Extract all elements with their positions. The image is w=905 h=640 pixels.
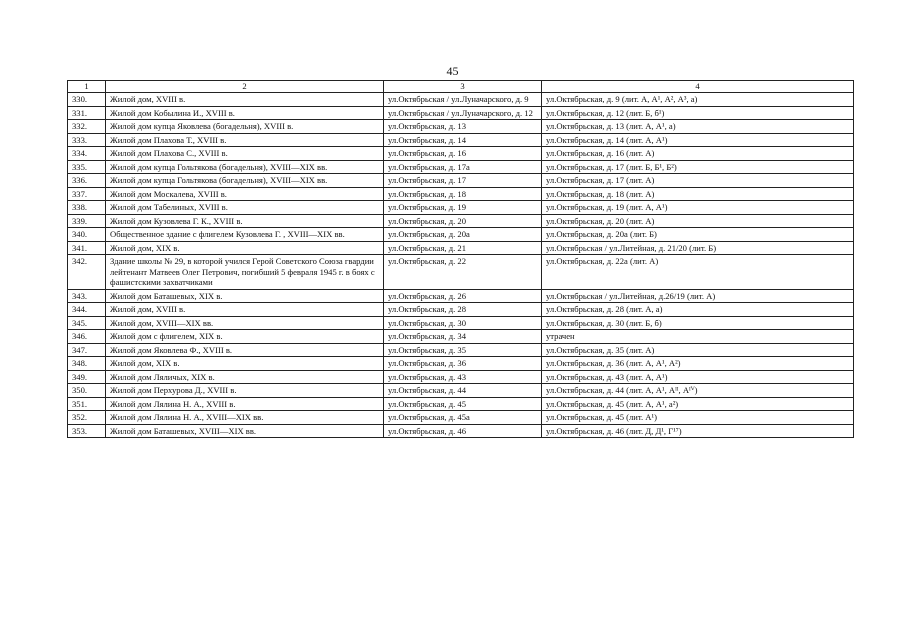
object-location: ул.Октябрьская, д. 12 (лит. Б, б¹): [542, 106, 854, 120]
table-row: [68, 147, 854, 161]
row-number: 352.: [68, 411, 106, 425]
object-address: ул.Октябрьская, д. 17: [384, 174, 542, 188]
table-row: [68, 330, 854, 344]
object-address: ул.Октябрьская, д. 20а: [384, 228, 542, 242]
object-address: ул.Октябрьская, д. 13: [384, 120, 542, 134]
object-location: ул.Октябрьская, д. 18 (лит. А): [542, 187, 854, 201]
table-row: [68, 228, 854, 242]
table-row: [68, 241, 854, 255]
object-location: ул.Октябрьская, д. 45 (лит. А¹): [542, 411, 854, 425]
row-number: 339.: [68, 214, 106, 228]
object-name: Жилой дом, XIX в.: [106, 241, 384, 255]
table-row: [68, 343, 854, 357]
table-row: [68, 174, 854, 188]
object-name: Жилой дом Баташевых, XIX в.: [106, 289, 384, 303]
object-name: Жилой дом Ляличых, XIX в.: [106, 370, 384, 384]
page-number: 45: [446, 64, 459, 78]
column-header-2: 2: [106, 81, 384, 93]
object-location: ул.Октябрьская, д. 35 (лит. А): [542, 343, 854, 357]
row-number: 331.: [68, 106, 106, 120]
object-location: ул.Октябрьская, д. 20 (лит. А): [542, 214, 854, 228]
row-number: 349.: [68, 370, 106, 384]
row-number: 335.: [68, 160, 106, 174]
table-row: [68, 214, 854, 228]
object-location: ул.Октябрьская, д. 13 (лит. А, А¹, а): [542, 120, 854, 134]
object-location: утрачен: [542, 330, 854, 344]
row-number: 351.: [68, 397, 106, 411]
row-number: 345.: [68, 316, 106, 330]
table-row: [68, 160, 854, 174]
object-name: Жилой дом, XVIII—XIX вв.: [106, 316, 384, 330]
object-address: ул.Октябрьская, д. 46: [384, 424, 542, 438]
object-location: ул.Октябрьская, д. 28 (лит. А, а): [542, 303, 854, 317]
object-address: ул.Октябрьская, д. 18: [384, 187, 542, 201]
table-row: [68, 255, 854, 290]
row-number: 347.: [68, 343, 106, 357]
row-number: 336.: [68, 174, 106, 188]
table-row: [68, 93, 854, 107]
object-address: ул.Октябрьская, д. 26: [384, 289, 542, 303]
object-location: ул.Октябрьская, д. 45 (лит. А, А¹, а²): [542, 397, 854, 411]
row-number: 333.: [68, 133, 106, 147]
object-name: Общественное здание с флигелем Кузовлева Г. , XVIII—XIX вв.: [106, 228, 384, 242]
object-name: Жилой дом Баташевых, XVIII—XIX вв.: [106, 424, 384, 438]
column-header-1: 1: [68, 81, 106, 93]
object-location: ул.Октябрьская, д. 16 (лит. А): [542, 147, 854, 161]
object-name: Жилой дом Яковлева Ф., XVIII в.: [106, 343, 384, 357]
object-name: Жилой дом с флигелем, XIX в.: [106, 330, 384, 344]
heritage-registry-table: [67, 80, 854, 438]
row-number: 337.: [68, 187, 106, 201]
row-number: 340.: [68, 228, 106, 242]
table-row: [68, 303, 854, 317]
object-address: ул.Октябрьская, д. 21: [384, 241, 542, 255]
object-address: ул.Октябрьская, д. 28: [384, 303, 542, 317]
row-number: 332.: [68, 120, 106, 134]
object-name: Жилой дом Перхурова Д., XVIII в.: [106, 384, 384, 398]
object-name: Жилой дом Москалева, XVIII в.: [106, 187, 384, 201]
object-name: Жилой дом купца Гольтякова (богадельня), XVIII—XIX вв.: [106, 174, 384, 188]
table-row: [68, 370, 854, 384]
object-name: Жилой дом Плахова Т., XVIII в.: [106, 133, 384, 147]
object-location: ул.Октябрьская, д. 20а (лит. Б): [542, 228, 854, 242]
object-name: Жилой дом, XVIII в.: [106, 303, 384, 317]
object-location: ул.Октябрьская, д. 43 (лит. А, А¹): [542, 370, 854, 384]
object-name: Жилой дом Кузовлева Г. К., XVIII в.: [106, 214, 384, 228]
object-address: ул.Октябрьская, д. 35: [384, 343, 542, 357]
table-row: [68, 106, 854, 120]
object-location: ул.Октябрьская, д. 36 (лит. А, А¹, А²): [542, 357, 854, 371]
table-row: [68, 316, 854, 330]
header-row: [68, 81, 854, 93]
object-address: ул.Октябрьская, д. 45: [384, 397, 542, 411]
table-row: [68, 397, 854, 411]
table-row: [68, 187, 854, 201]
object-name: Жилой дом купца Яковлева (богадельня), XVIII в.: [106, 120, 384, 134]
object-name: Жилой дом Лялина Н. А., XVIII в.: [106, 397, 384, 411]
object-location: ул.Октябрьская / ул.Литейная, д. 21/20 (лит. Б): [542, 241, 854, 255]
table-row: [68, 411, 854, 425]
row-number: 353.: [68, 424, 106, 438]
object-address: ул.Октябрьская, д. 30: [384, 316, 542, 330]
object-name: Жилой дом Табелиных, XVIII в.: [106, 201, 384, 215]
row-number: 334.: [68, 147, 106, 161]
object-address: ул.Октябрьская, д. 44: [384, 384, 542, 398]
table-row: [68, 120, 854, 134]
row-number: 341.: [68, 241, 106, 255]
object-name: Жилой дом, XIX в.: [106, 357, 384, 371]
object-address: ул.Октябрьская, д. 19: [384, 201, 542, 215]
row-number: 342.: [68, 255, 106, 290]
row-number: 343.: [68, 289, 106, 303]
row-number: 350.: [68, 384, 106, 398]
object-location: ул.Октябрьская, д. 19 (лит. А, А¹): [542, 201, 854, 215]
object-address: ул.Октябрьская, д. 20: [384, 214, 542, 228]
object-address: ул.Октябрьская, д. 45а: [384, 411, 542, 425]
object-name: Жилой дом Кобылина И., XVIII в.: [106, 106, 384, 120]
table-row: [68, 424, 854, 438]
object-address: ул.Октябрьская / ул.Луначарского, д. 12: [384, 106, 542, 120]
object-location: ул.Октябрьская, д. 17 (лит. Б, Б¹, Б²): [542, 160, 854, 174]
column-header-4: 4: [542, 81, 854, 93]
object-name: Жилой дом, XVIII в.: [106, 93, 384, 107]
object-name: Жилой дом Плахова С., XVIII в.: [106, 147, 384, 161]
table-row: [68, 201, 854, 215]
object-location: ул.Октябрьская, д. 46 (лит. Д, Д¹, Г¹⁷): [542, 424, 854, 438]
row-number: 344.: [68, 303, 106, 317]
row-number: 348.: [68, 357, 106, 371]
object-location: ул.Октябрьская, д. 17 (лит. А): [542, 174, 854, 188]
object-address: ул.Октябрьская, д. 34: [384, 330, 542, 344]
column-header-3: 3: [384, 81, 542, 93]
object-location: ул.Октябрьская / ул.Литейная, д.26/19 (лит. А): [542, 289, 854, 303]
table-row: [68, 289, 854, 303]
row-number: 346.: [68, 330, 106, 344]
object-location: ул.Октябрьская, д. 14 (лит. А, А¹): [542, 133, 854, 147]
row-number: 338.: [68, 201, 106, 215]
table-row: [68, 357, 854, 371]
object-location: ул.Октябрьская, д. 30 (лит. Б, б): [542, 316, 854, 330]
object-name: Жилой дом Лялина Н. А., XVIII—XIX вв.: [106, 411, 384, 425]
object-address: ул.Октябрьская, д. 14: [384, 133, 542, 147]
object-address: ул.Октябрьская, д. 36: [384, 357, 542, 371]
object-location: ул.Октябрьская, д. 22а (лит. А): [542, 255, 854, 290]
table-row: [68, 384, 854, 398]
row-number: 330.: [68, 93, 106, 107]
object-location: ул.Октябрьская, д. 9 (лит. А, А¹, А², А³, а): [542, 93, 854, 107]
object-address: ул.Октябрьская, д. 43: [384, 370, 542, 384]
table-row: [68, 133, 854, 147]
object-address: ул.Октябрьская, д. 16: [384, 147, 542, 161]
object-location: ул.Октябрьская, д. 44 (лит. А, А¹, Аᴵᴵ, Аᴵⱽ): [542, 384, 854, 398]
object-address: ул.Октябрьская, д. 22: [384, 255, 542, 290]
object-address: ул.Октябрьская / ул.Луначарского, д. 9: [384, 93, 542, 107]
object-name: Здание школы № 29, в которой учился Герой Советского Союза гвардии лейтенант Матвеев Олег Петрович, погибший 5 февраля 1945 г. в боях с фашистскими захватчиками: [106, 255, 384, 290]
object-address: ул.Октябрьская, д. 17а: [384, 160, 542, 174]
object-name: Жилой дом купца Гольтякова (богадельня), XVIII—XIX вв.: [106, 160, 384, 174]
